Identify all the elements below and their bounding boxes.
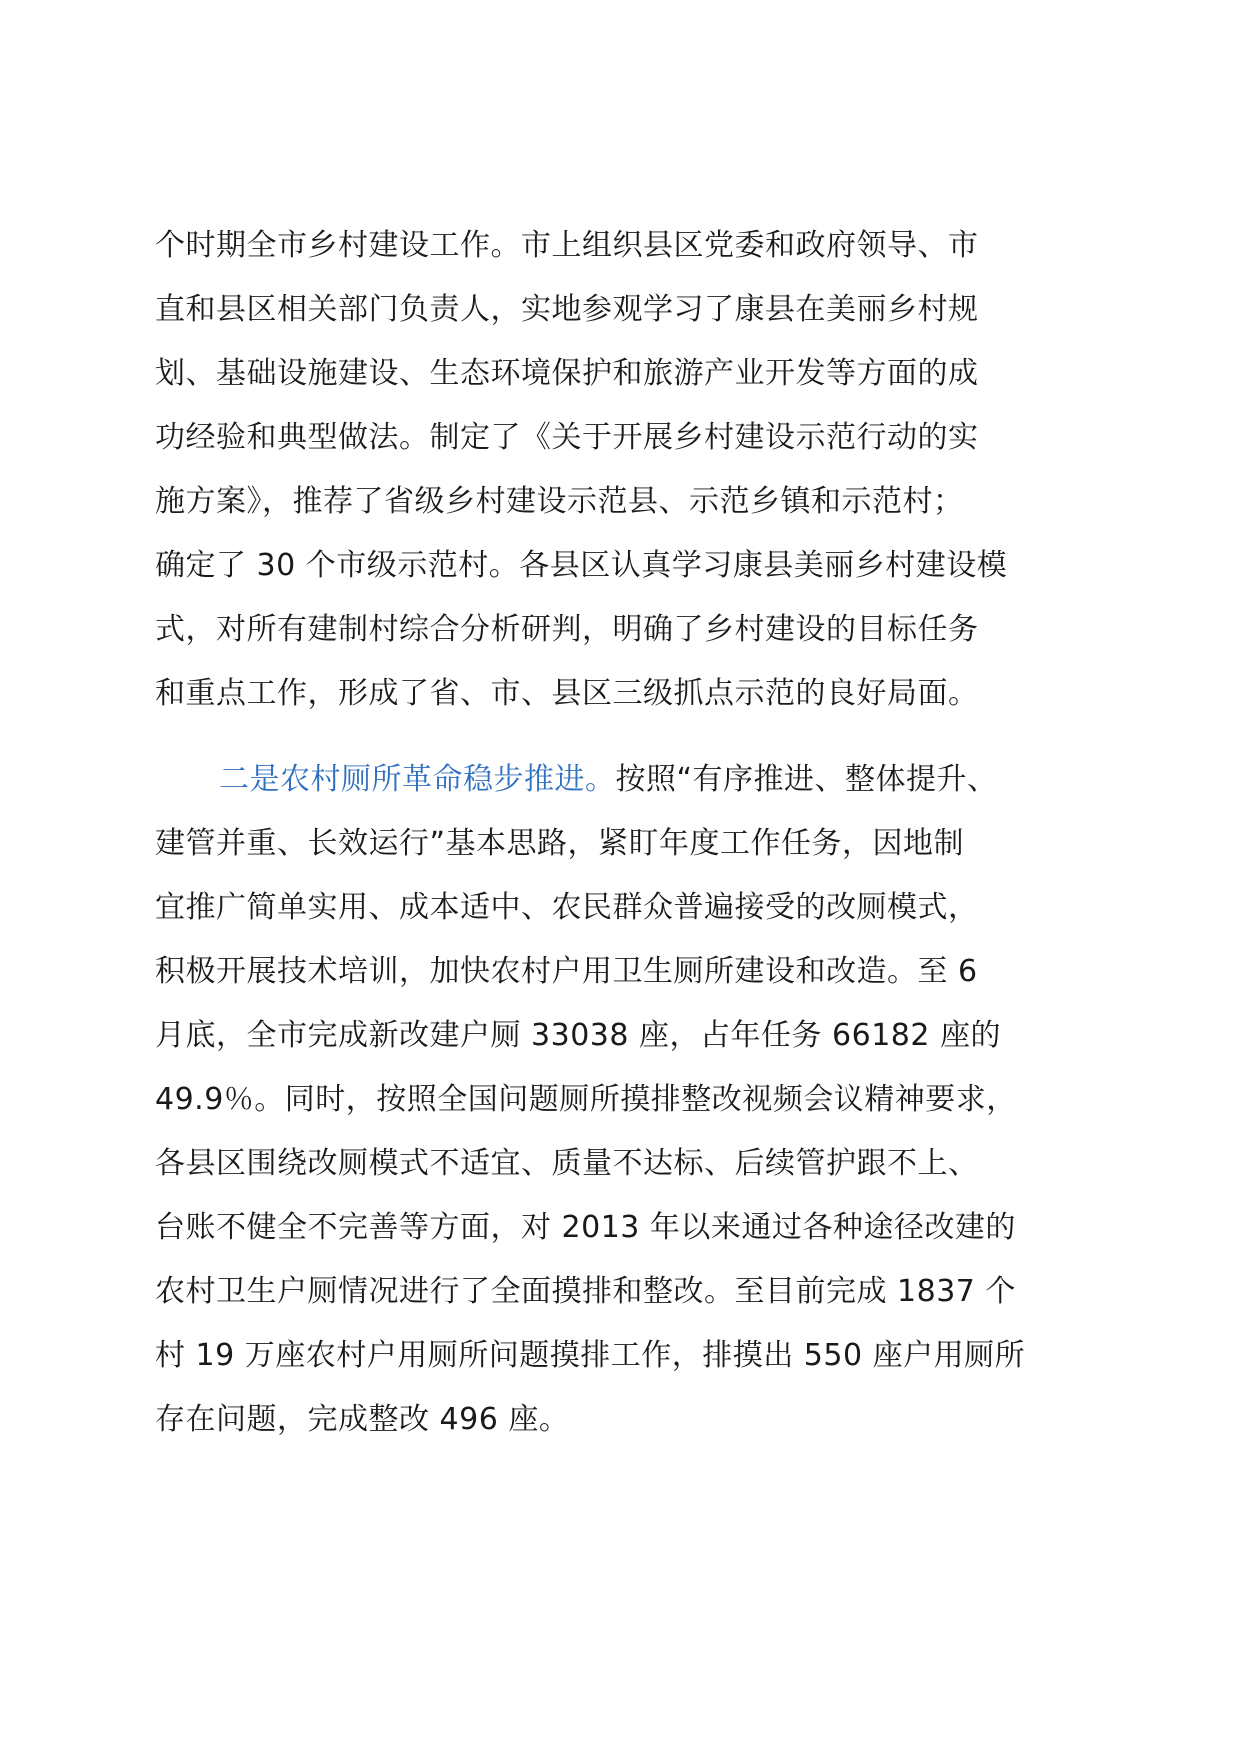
paragraph-2-line: 村 19 万座农村户用厕所问题摸排工作，排摸出 550 座户用厕所: [155, 1338, 1026, 1373]
paragraph-spacer: [155, 726, 1100, 748]
paragraph-2-line: 存在问题，完成整改 496 座。: [155, 1402, 570, 1437]
paragraph-2-line: 月底，全市完成新改建户厕 33038 座，占年任务 66182 座的: [155, 1018, 1002, 1053]
paragraph-2-first-line-text: 按照“有序推进、整体提升、: [615, 762, 998, 797]
paragraph-1-line: 划、基础设施建设、生态环境保护和旅游产业开发等方面的成: [155, 356, 979, 391]
paragraph-2-line: 积极开展技术培训，加快农村户用卫生厕所建设和改造。至 6: [155, 954, 978, 989]
paragraph-2: [155, 748, 1100, 1452]
paragraph-1-line: 确定了 30 个市级示范村。各县区认真学习康县美丽乡村建设模: [155, 548, 1008, 583]
paragraph-1-line: 式，对所有建制村综合分析研判，明确了乡村建设的目标任务: [155, 612, 979, 647]
section-heading: 二是农村厕所革命稳步推进。: [219, 762, 616, 797]
paragraph-2-line: 49.9％。同时，按照全国问题厕所摸排整改视频会议精神要求，: [155, 1082, 1017, 1117]
paragraph-2-line: 各县区围绕改厕模式不适宜、质量不达标、后续管护跟不上、: [155, 1146, 979, 1181]
paragraph-2-line: 宜推广简单实用、成本适中、农民群众普遍接受的改厕模式，: [155, 890, 979, 925]
paragraph-2-line: 农村卫生户厕情况进行了全面摸排和整改。至目前完成 1837 个: [155, 1274, 1016, 1309]
paragraph-1-line: 施方案》，推荐了省级乡村建设示范县、示范乡镇和示范村；: [155, 484, 964, 519]
paragraph-2-line: 台账不健全不完善等方面，对 2013 年以来通过各种途径改建的: [155, 1210, 1016, 1245]
paragraph-1-line: 和重点工作，形成了省、市、县区三级抓点示范的良好局面。: [155, 676, 979, 711]
paragraph-2-first-line: [155, 748, 1100, 812]
paragraph-2-line: 建管并重、长效运行”基本思路，紧盯年度工作任务，因地制: [155, 826, 965, 861]
paragraph-1-line: 直和县区相关部门负责人，实地参观学习了康县在美丽乡村规: [155, 292, 979, 327]
paragraph-1: [155, 214, 1100, 726]
paragraph-1-line: 功经验和典型做法。制定了《关于开展乡村建设示范行动的实: [155, 420, 979, 455]
document-body: [155, 214, 1100, 1452]
paragraph-1-line: 个时期全市乡村建设工作。市上组织县区党委和政府领导、市: [155, 228, 979, 263]
